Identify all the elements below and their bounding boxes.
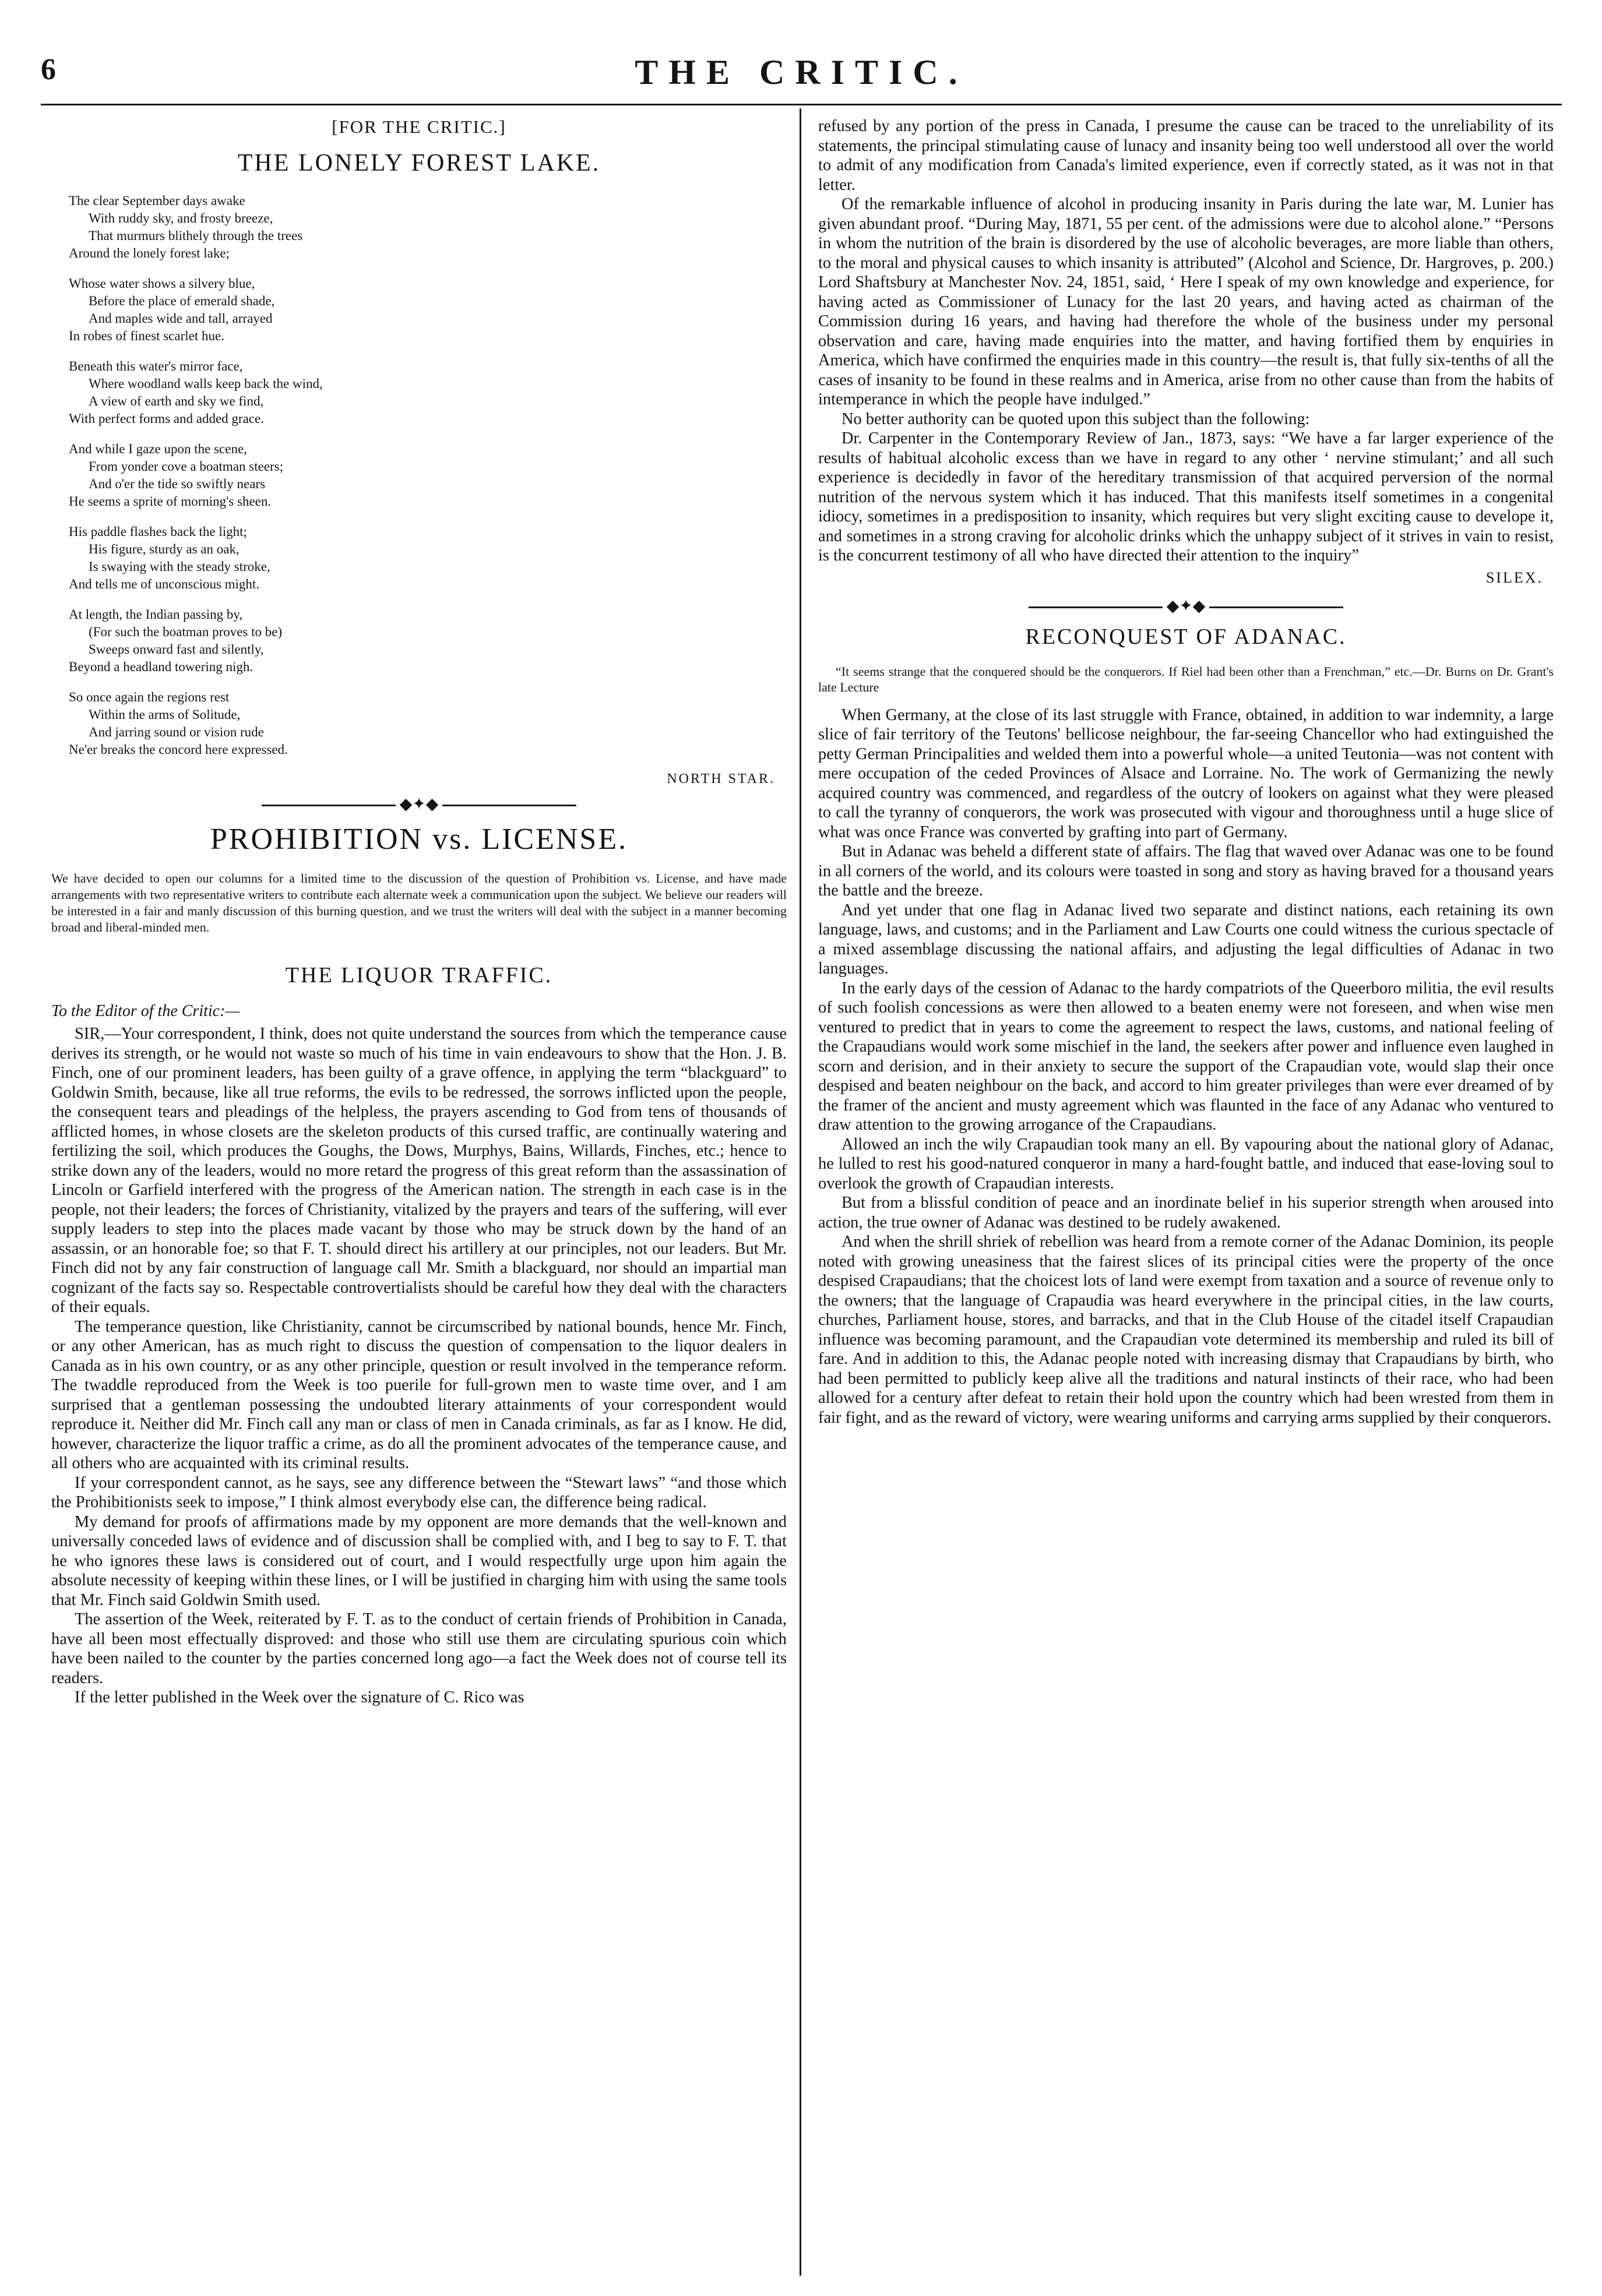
poem-line: Is swaying with the steady stroke, [89,559,270,574]
epigraph: “It seems strange that the conquered should be the conquerors. If Riel had been other than a Frenchman,” etc.—Dr. Burns on Dr. Grant's late Lecture [818,664,1554,694]
poem-line: And jarring sound or vision rude [89,725,264,739]
section-divider: ◆✦◆ [51,794,787,814]
poem-title: THE LONELY FOREST LAKE. [237,150,601,177]
poem-line: That murmurs blithely through the trees [89,228,303,243]
poem-signature: NORTH STAR. [667,771,775,787]
prohibition-heading: PROHIBITION vs. LICENSE. [210,823,628,856]
right-column [818,117,1554,2278]
poem-line: Where woodland walls keep back the wind, [89,376,323,391]
poem-line: In robes of finest scarlet hue. [69,329,224,343]
paragraph: SIR,—Your correspondent, I think, does not quite understand the sources from which the temperance cause derives its strength, or he would not waste so much of his time in vain endeavours to show that the Hon. J. B. Finch, one of our prominent leaders, has been guilty of a grave offence, in applying the term “blackguard” to Goldwin Smith, because, like all true reforms, the evils to be redressed, the sorrows inflicted upon the people, the consequent tears and pleadings of the helpless, the prayers ascending to God from tens of thousands of afflicted homes, in whose closets are the skeleton products of this cursed traffic, are continually watering and fertilizing the soil, which produces the Goughs, the Dows, Murphys, Bains, Willards, Finches, etc.; hence to strike down any of the leaders, would no more retard the progress of this great reform than the assassination of Lincoln or Garfield interfered with the progress of the American nation. The strength in each case is in the people, not their leaders; the forces of Christianity, vitalized by the prayers and tears of the suffering, will ever supply leaders to step into the places made vacant by those who may be struck down by the hand of an assassin, or an honorable foe; so that F. T. should direct his artillery at our principles, not our leaders. But Mr. Finch did not by any fair construction of language call Mr. Smith a blackguard, nor should an impartial man cognizant of the facts say so. Respectable controvertialists should be careful how they deal with the characters of their equals. [51,1025,787,1316]
poem-line: So once again the regions rest [69,690,230,704]
paragraph: Of the remarkable influence of alcohol in producing insanity in Paris during the late war, M. Lunier has given abundant proof. “During May, 1871, 55 per cent. of the admissions were due to alcohol alone.” “Persons in whom the nutrition of the brain is disordered by the use of alcoholic beverages, are more liable than others, to the moral and physical causes to which insanity is attributed” (Alcohol and Science, Dr. Hargroves, p. 200.) Lord Shaftsbury at Manchester Nov. 24, 1851, said, ‘ Here I speak of my own knowledge and experience, for having acted as Commissioner of Lunacy for the last 20 years, and having acted as chairman of the Commission during 16 years, and having had therefore the whole of the business under my personal observation and care, having made enquiries into the matter, and having fortified them by enquiries in America, which have confirmed the enquiries made in this country—the result is, that fully six-tenths of all the cases of insanity to be found in these realms and in America, arise from no other cause than from the habits of intemperance in which the people have indulged.” [818,195,1554,408]
paragraph: The temperance question, like Christianity, cannot be circumscribed by national bounds, hence Mr. Finch, or any other American, has as much right to discuss the question of compensation to the liquor dealers in Canada as in his own country, or as any other principle, question or result involved in the temperance reform. The twaddle reproduced from the Week is too puerile for full-grown men to waste time over, and I am surprised that a gentleman possessing the undoubted literary attainments of your correspondent would reproduce it. Neither did Mr. Finch call any man or class of men in Canada criminals, as far as I know. He did, however, characterize the liquor traffic a crime, as do all the prominent advocates of the temperance cause, and all others who are acquainted with its criminal results. [51,1317,787,1472]
paragraph: Dr. Carpenter in the Contemporary Review of Jan., 1873, says: “We have a far larger experience of the results of habitual alcoholic excess than we have in regard to any other ‘ nervine stimulant;’ and all such experience is decidedly in favor of the hereditary transmission of that acquired perversion of the normal nutrition of the nervous system which it has induced. That this manifests itself sometimes in a congenital idiocy, sometimes in a predisposition to insanity, which requires but very slight exciting cause to develope it, and sometimes in a strong craving for alcoholic drinks which the unhappy subject of it strives in vain to resist, is the concurrent testimony of all who have directed their attention to the inquiry” [818,429,1554,565]
editorial-notice: We have decided to open our columns for a limited time to the discussion of the question of Prohibition vs. License, and have made arrangements with two representative writers to contribute each alternate week a communication upon the subject. We believe our readers will be interested in a fair and manly discussion of this burning question, and we trust the writers will deal with the subject in a manner becoming broad and liberal-minded men. [51,871,787,934]
page-number: 6 [41,53,56,86]
poem-line: With perfect forms and added grace. [69,411,264,426]
poem-line: At length, the Indian passing by, [69,607,243,622]
poem-line: Whose water shows a silvery blue, [69,276,255,291]
poem-line: He seems a sprite of morning's sheen. [69,494,272,509]
poem-stanza [69,275,787,345]
poem-line: (For such the boatman proves to be) [89,625,283,639]
letter-body [51,1024,787,1708]
poem-line: With ruddy sky, and frosty breeze, [89,211,273,225]
paragraph: In the early days of the cession of Adanac to the hardy compatriots of the Queerboro militia, the evil results of such foolish concessions as were then allowed to a beaten enemy were not foreseen, and when wise men ventured to predict that in years to come the agreement to respect the laws, customs, and national feeling of the Crapaudians would work some mischief in the land, the seekers after power and influence even laughed in scorn and derision, and in their anxiety to secure the support of the Crapaudian vote, would slap their once despised and beaten neighbour on the back, and accord to him greater privileges than were ever dreamed of by the framer of the ancient and musty agreement which was flaunted in the face of any Adanac who ventured to draw attention to the growing arrogance of the Crapaudians. [818,979,1554,1134]
poem-line: His figure, sturdy as an oak, [89,542,240,556]
paragraph: If the letter published in the Week over the signature of C. Rico was [75,1688,524,1706]
poem-stanza [69,358,787,428]
section-divider: ◆✦◆ [818,596,1554,616]
poem-line: Within the arms of Solitude, [89,707,241,722]
paragraph: But from a blissful condition of peace and an inordinate belief in his superior strength when aroused into action, the true owner of Adanac was destined to be rudely awakened. [818,1194,1554,1232]
poem-line: The clear September days awake [69,193,245,208]
paragraph: My demand for proofs of affirmations made by my opponent are more demands that the well-known and universally conceded laws of evidence and of discussion shall be complied with, and I beg to say to F. T. that he who ignores these laws is considered out of court, and I would respectfully urge upon him again the absolute necessity of keeping within these lines, or I will be justified in charging him with using the same tools that Mr. Finch said Goldwin Smith used. [51,1512,787,1609]
poem-line: Ne'er breaks the concord here expressed. [69,742,288,757]
masthead [41,52,1562,99]
poem-line: And o'er the tide so swiftly nears [89,477,266,491]
letter-body-continued [818,117,1554,566]
paragraph: refused by any portion of the press in Canada, I presume the cause can be traced to the unreliability of its statements, the principal stimulating cause of lunacy and insanity being too well understood all over the world to admit of any modification from Canada's limited experience, even if correctly stated, as it was not in that letter. [818,117,1554,194]
column-divider [800,108,801,2276]
paragraph: When Germany, at the close of its last struggle with France, obtained, in addition to war indemnity, a large slice of fair territory of the Teutons' bellicose neighbour, the far-seeing Chancellor who had extinguished the petty German Principalities and welded them into a powerful whole—a united Teutonia—was not content with mere occupation of the ceded Provinces of Alsace and Lorraine. No. The work of Germanizing the newly acquired country was commenced, and regardless of the outcry of lookers on against what they were pleased to call the tyranny of conquerors, the work was prosecuted with vigour and thoroughness until a huge slice of what was once France was converted by grafting into part of Germany. [818,706,1554,841]
poem-line: Before the place of emerald shade, [89,294,275,308]
poem-line: His paddle flashes back the light; [69,524,247,539]
paragraph: The assertion of the Week, reiterated by F. T. as to the conduct of certain friends of Prohibition in Canada, have all been most effectually disproved: and those who still use them are circulating spurious coin which have been nailed to the counter by the parties concerned long ago—a fact the Week does not of course tell its readers. [51,1610,787,1687]
paragraph: No better authority can be quoted upon this subject than the following: [842,410,1310,428]
poem-stanza [69,606,787,676]
paragraph: If your correspondent cannot, as he says, see any difference between the “Stewart laws” “and those which the Prohibitionists seek to impose,” I think almost everybody else can, the difference being radical. [51,1473,787,1511]
poem-line: A view of earth and sky we find, [89,394,264,408]
poem-source-line: [FOR THE CRITIC.] [332,117,506,137]
poem-line: And tells me of unconscious might. [69,577,260,591]
poem-line: From yonder cove a boatman steers; [89,459,284,474]
paragraph: But in Adanac was beheld a different state of affairs. The flag that waved over Adanac was one to be found in all corners of the world, and its colours were toasted in song and story as having braved for a thousand years the battle and the breeze. [818,842,1554,900]
poem-line: Sweeps onward fast and silently, [89,642,264,657]
liquor-traffic-heading: THE LIQUOR TRAFFIC. [285,963,553,987]
poem-line: Around the lonely forest lake; [69,246,230,260]
paragraph: And yet under that one flag in Adanac lived two separate and distinct nations, each retaining its own language, laws, and customs; and in the Parliament and Law Courts one could witness the curious spectacle of a mixed assemblage discussing the national affairs, and adjusting the legal difficulties of Adanac in two languages. [818,901,1554,978]
poem-stanza [69,523,787,593]
masthead-rule [41,104,1562,105]
reconquest-body [818,706,1554,1428]
left-column [51,117,787,2278]
paragraph: And when the shrill shriek of rebellion was heard from a remote corner of the Adanac Dominion, its people noted with growing uneasiness that the fairest slices of its principal cities were the property of the once despised Crapaudians; that the choicest lots of land were exempt from taxation and a source of revenue only to the owners; that the language of Crapaudia was heard everywhere in the principal cities, in the law courts, churches, Parliament house, stores, and barracks, and that in the Club House of the citadel itself Crapaudian influence was becoming paramount, and the Crapaudian vote determined its membership and ruled its bill of fare. And in addition to this, the Adanac people noted with increasing dismay that Crapaudians by birth, who had been permitted to publicly keep alive all the traditions and natural instincts of their race, who had been allowed for a century after defeat to retain their hold upon the country which had been wrested from them in fair fight, and as the reward of victory, were wearing uniforms and carrying arms supplied by their conquerors. [818,1233,1554,1427]
poem-line: Beyond a headland towering nigh. [69,659,253,674]
poem-line: Beneath this water's mirror face, [69,359,243,373]
paragraph: Allowed an inch the wily Crapaudian took many an ell. By vapouring about the national glory of Adanac, he lulled to rest his good-natured conqueror in many a hard-fought battle, and induced that ease-loving soul to overlook the growth of Crapaudian interests. [818,1135,1554,1193]
letter-signature: SILEX. [1485,569,1543,586]
reconquest-heading: RECONQUEST OF ADANAC. [1025,624,1347,649]
newspaper-title: THE CRITIC. [635,53,968,91]
poem-stanza [69,689,787,759]
poem-line: And maples wide and tall, arrayed [89,311,273,326]
poem-stanza [69,440,787,510]
poem-line: And while I gaze upon the scene, [69,442,247,456]
letter-salutation: To the Editor of the Critic:— [51,1002,240,1020]
poem-stanza [69,192,787,262]
